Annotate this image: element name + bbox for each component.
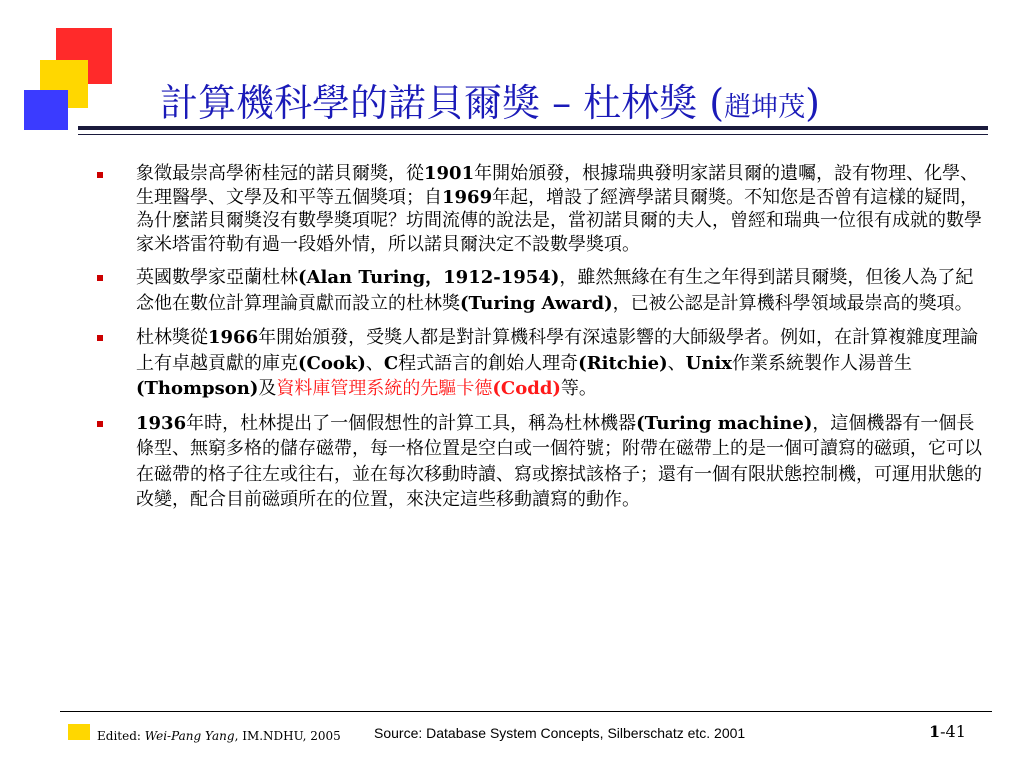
title-main: 計算機科學的諾貝爾獎 – 杜林獎 ( (160, 81, 725, 125)
bullet-text-run: ，雖然無緣在有生之年得到諾貝爾獎，但後人為了紀念他在數位計算理論貢獻而設立的杜林獎 (136, 267, 974, 314)
bullet-text-run: (Thompson) (136, 378, 259, 399)
footer-edited-label: Edited: (97, 729, 145, 743)
bullet-list (95, 162, 990, 522)
bullet-text-run: 象徵最崇高學術桂冠的諾貝爾獎，從 (136, 163, 424, 184)
bullet-text-run: ，已被公認是計算機科學領域最崇高的獎項。 (612, 292, 973, 314)
footer-edited (97, 729, 341, 743)
slide-title (160, 72, 820, 127)
title-rule-thick (78, 126, 988, 130)
bullet-text-run: 年開始頒發，根據瑞典發明家諾貝爾的遺囑，設有物理、化學、生理醫學、文學及和平等五個獎項；自 (136, 163, 979, 208)
title-sub: 趙坤茂 (724, 92, 806, 123)
bullet-item (95, 162, 990, 256)
bullet-text-run: 1966 (208, 327, 259, 348)
bullet-text-run: 、 (365, 352, 384, 374)
bullet-text-run: (Turing Award) (460, 292, 613, 314)
footer-source: Source: Database System Concepts, Silberschatz etc. 2001 (374, 725, 746, 741)
bullet-text-run: 1969 (442, 186, 493, 208)
bullet-text-run: 年時，杜林提出了一個假想性的計算工具，稱為杜林機器 (186, 412, 637, 434)
bullet-item (95, 411, 990, 513)
footer-edited-author: Wei-Pang Yang (144, 729, 235, 743)
bullet-text-run: C (383, 352, 399, 374)
page-chapter: 1 (929, 722, 941, 741)
footer-edited-rest: , IM.NDHU, 2005 (234, 729, 341, 743)
footer-rule (60, 711, 992, 712)
bullet-text-run: (Alan Turing，1912-1954) (298, 267, 560, 288)
title-rule-thin (78, 134, 988, 135)
bullet-text-run: 等。 (560, 378, 597, 399)
page-number (929, 722, 966, 741)
bullet-text-run: 資料庫管理系統的先驅卡德 (276, 378, 493, 399)
bullet-text-run: 及 (258, 378, 277, 399)
bullet-text-run: Unix (685, 352, 733, 374)
bullet-item (95, 325, 990, 402)
bullet-item (95, 265, 990, 316)
bullet-text-run: (Turing machine) (636, 412, 813, 434)
bullet-text-run: 1901 (424, 163, 475, 184)
page-rest: -41 (940, 722, 966, 741)
title-close: ) (805, 81, 820, 125)
bullet-text-run: 程式語言的創始人理奇 (398, 352, 579, 374)
bullet-text-run: (Cook) (298, 352, 366, 374)
decor-square-blue (24, 90, 68, 130)
bullet-text-run: ，這個機器有一個長條型、無窮多格的儲存磁帶，每一格位置是空白或一個符號；附帶在磁帶上的是一個可讀寫的磁頭，它可以在磁帶的格子往左或往右，並在每次移動時讀、寫或擦拭該格子；還有一個有限狀態控制機，可運用狀態的改變，配合目前磁頭所在的位置，來決定這些移動讀寫的動作。 (136, 412, 982, 510)
bullet-text-run: 英國數學家亞蘭杜林 (136, 267, 298, 288)
bullet-text-run: 杜林獎從 (136, 327, 208, 348)
bullet-text-run: 年起，增設了經濟學諾貝爾獎。不知您是否曾有這樣的疑問，為什麼諾貝爾獎沒有數學獎項呢？坊間流傳的說法是，當初諾貝爾的夫人，曾經和瑞典一位很有成就的數學家米塔雷符勒有過一段婚外情，所以諾貝爾決定不設數學獎項。 (136, 186, 982, 255)
footer-logo-box (68, 724, 90, 740)
bullet-text-run: 、 (667, 352, 686, 374)
bullet-text-run: (Ritchie) (578, 352, 668, 374)
bullet-text-run: (Codd) (492, 378, 561, 399)
bullet-text-run: 1936 (136, 412, 187, 434)
bullet-text-run: 年開始頒發，受獎人都是對計算機科學有深遠影響的大師級學者。例如，在計算複雜度理論上有卓越貢獻的庫克 (136, 327, 979, 374)
bullet-text-run: 作業系統製作人湯普生 (732, 352, 913, 374)
